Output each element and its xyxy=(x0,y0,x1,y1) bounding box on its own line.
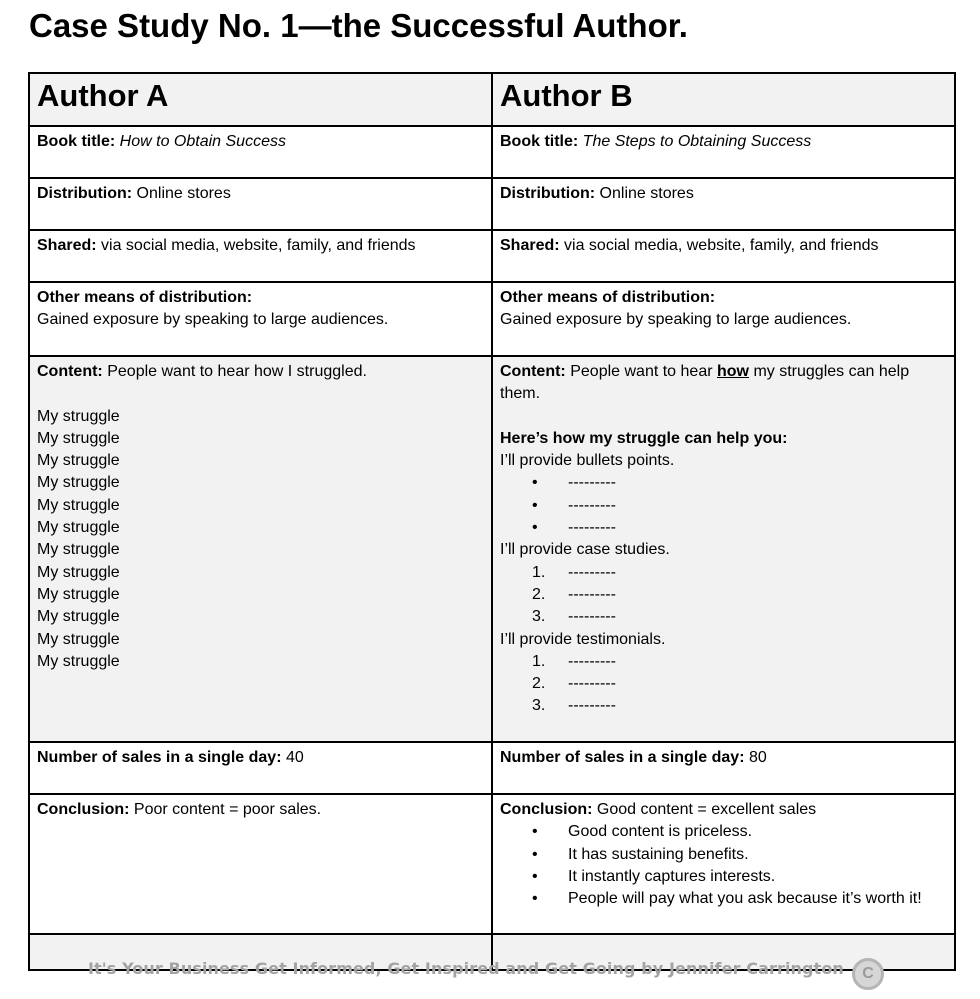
testimonials-list xyxy=(500,651,946,718)
list-number: 3. xyxy=(532,608,546,626)
case-studies-intro: I’ll provide case studies. xyxy=(500,541,670,559)
other-distribution-row xyxy=(29,282,955,356)
testimonial-item-text: --------- xyxy=(568,697,616,715)
author-b-conclusion-line xyxy=(500,799,946,821)
author-b-other-distribution: Gained exposure by speaking to large audiences. xyxy=(500,311,852,329)
struggle-item: My struggle xyxy=(37,585,120,603)
struggle-item: My struggle xyxy=(37,496,120,514)
testimonials-intro: I’ll provide testimonials. xyxy=(500,630,666,648)
page-title: Case Study No. 1—the Successful Author. xyxy=(29,7,688,44)
book-title-label: Book title: xyxy=(500,133,579,150)
author-a-conclusion: Poor content = poor sales. xyxy=(133,801,322,818)
conclusion-bullet-text: People will pay what you ask because it’s worth it! xyxy=(568,890,922,908)
bullet-item-text: --------- xyxy=(568,496,616,514)
case-study-item xyxy=(500,562,946,584)
bullet-icon: • xyxy=(532,823,538,841)
conclusion-bullet xyxy=(500,844,946,866)
bullet-item xyxy=(500,472,946,494)
book-title-row xyxy=(29,126,955,178)
struggle-item: My struggle xyxy=(37,563,120,581)
author-b-sales: 80 xyxy=(748,749,767,766)
table-header-row xyxy=(29,73,955,126)
shared-row xyxy=(29,230,955,282)
testimonial-item xyxy=(500,673,946,695)
author-b-content-line-2: them. xyxy=(500,385,541,403)
author-b-shared: via social media, website, family, and friends xyxy=(564,237,879,254)
author-a-other-distribution: Gained exposure by speaking to large audiences. xyxy=(37,311,389,329)
case-study-item xyxy=(500,606,946,628)
author-a-content-cell xyxy=(29,356,492,742)
author-a-sales-cell xyxy=(29,742,492,794)
footer-credit: It's Your Business Get Informed, Get Inspired and Get Going by Jennifer Carrington xyxy=(88,959,844,978)
struggle-item: My struggle xyxy=(37,474,120,492)
author-b-header: Author B xyxy=(500,78,633,113)
testimonial-item-text: --------- xyxy=(568,652,616,670)
distribution-label: Distribution: xyxy=(500,185,596,202)
author-b-content-line xyxy=(500,361,946,383)
content-label: Content: xyxy=(37,363,103,380)
bullet-icon: • xyxy=(532,519,538,537)
bullet-item-text: --------- xyxy=(568,519,616,537)
author-a-shared: via social media, website, family, and friends xyxy=(101,237,416,254)
case-study-item-text: --------- xyxy=(568,585,616,603)
sales-label: Number of sales in a single day: xyxy=(500,749,745,766)
author-a-header: Author A xyxy=(37,78,169,113)
author-a-distribution: Online stores xyxy=(136,185,231,202)
bullet-icon: • xyxy=(532,867,538,885)
distribution-row xyxy=(29,178,955,230)
struggle-item: My struggle xyxy=(37,652,120,670)
sales-row xyxy=(29,742,955,794)
author-a-sales: 40 xyxy=(285,749,304,766)
distribution-label: Distribution: xyxy=(37,185,133,202)
struggle-item: My struggle xyxy=(37,519,120,537)
conclusion-bullet xyxy=(500,821,946,843)
author-b-content-cell xyxy=(492,356,955,742)
case-study-item-text: --------- xyxy=(568,608,616,626)
author-b-book-title: The Steps to Obtaining Success xyxy=(582,133,812,150)
author-b-content-pre: People want to hear xyxy=(570,363,713,380)
case-study-item xyxy=(500,584,946,606)
conclusion-bullet xyxy=(500,888,946,910)
bullet-item xyxy=(500,495,946,517)
author-b-distribution: Online stores xyxy=(599,185,694,202)
bullets-intro: I’ll provide bullets points. xyxy=(500,452,675,470)
list-number: 2. xyxy=(532,675,546,693)
author-b-distribution-cell xyxy=(492,178,955,230)
book-title-label: Book title: xyxy=(37,133,116,150)
conclusion-bullet-text: It instantly captures interests. xyxy=(568,867,776,885)
content-label: Content: xyxy=(500,363,566,380)
struggle-item: My struggle xyxy=(37,407,120,425)
struggle-item: My struggle xyxy=(37,608,120,626)
list-number: 1. xyxy=(532,652,546,670)
conclusion-row xyxy=(29,794,955,934)
conclusion-bullet-list xyxy=(500,821,946,910)
struggle-item: My struggle xyxy=(37,541,120,559)
author-a-struggle-list xyxy=(37,406,483,674)
list-number: 2. xyxy=(532,585,546,603)
conclusion-label: Conclusion: xyxy=(500,801,593,818)
bullet-icon: • xyxy=(532,890,538,908)
author-a-content-line xyxy=(37,361,483,383)
shared-label: Shared: xyxy=(37,237,97,254)
other-distribution-label: Other means of distribution: xyxy=(500,289,716,306)
content-row xyxy=(29,356,955,742)
bullet-icon: • xyxy=(532,845,538,863)
struggle-item: My struggle xyxy=(37,630,120,648)
author-a-conclusion-cell xyxy=(29,794,492,934)
bullet-icon: • xyxy=(532,496,538,514)
author-b-conclusion-cell xyxy=(492,794,955,934)
case-studies-list xyxy=(500,562,946,629)
conclusion-label: Conclusion: xyxy=(37,801,130,818)
list-number: 3. xyxy=(532,697,546,715)
author-a-content: People want to hear how I struggled. xyxy=(107,363,367,380)
author-b-content-post: my struggles can help xyxy=(753,363,910,380)
bullet-icon: • xyxy=(532,474,538,492)
testimonial-item xyxy=(500,695,946,717)
bullets-list xyxy=(500,472,946,539)
author-b-header-cell xyxy=(492,73,955,126)
author-a-header-cell xyxy=(29,73,492,126)
author-b-sales-cell xyxy=(492,742,955,794)
author-a-book-title: How to Obtain Success xyxy=(119,133,286,150)
author-a-book-title-cell xyxy=(29,126,492,178)
copyright-icon: C xyxy=(852,958,884,990)
author-b-content-emphasis: how xyxy=(717,363,749,380)
list-number: 1. xyxy=(532,563,546,581)
shared-label: Shared: xyxy=(500,237,560,254)
bullet-item xyxy=(500,517,946,539)
author-b-shared-cell xyxy=(492,230,955,282)
sales-label: Number of sales in a single day: xyxy=(37,749,282,766)
author-b-book-title-cell xyxy=(492,126,955,178)
author-a-distribution-cell xyxy=(29,178,492,230)
struggle-item: My struggle xyxy=(37,452,120,470)
case-study-item-text: --------- xyxy=(568,563,616,581)
conclusion-bullet-text: It has sustaining benefits. xyxy=(568,845,749,863)
testimonial-item-text: --------- xyxy=(568,675,616,693)
struggle-item: My struggle xyxy=(37,429,120,447)
bullet-item-text: --------- xyxy=(568,474,616,492)
conclusion-bullet xyxy=(500,866,946,888)
testimonial-item xyxy=(500,651,946,673)
author-b-other-cell xyxy=(492,282,955,356)
author-b-conclusion: Good content = excellent sales xyxy=(596,801,817,818)
case-study-table xyxy=(28,72,956,971)
author-a-other-cell xyxy=(29,282,492,356)
conclusion-bullet-text: Good content is priceless. xyxy=(568,823,753,841)
author-a-shared-cell xyxy=(29,230,492,282)
help-heading: Here’s how my struggle can help you: xyxy=(500,429,788,447)
other-distribution-label: Other means of distribution: xyxy=(37,289,253,306)
